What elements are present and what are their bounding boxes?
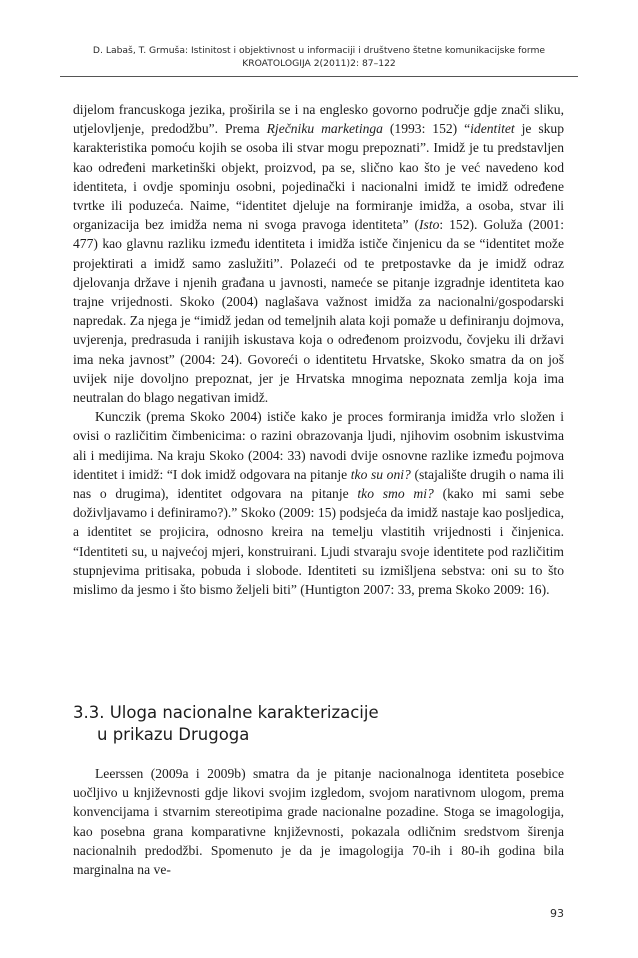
italic-question: tko smo mi? bbox=[357, 486, 434, 502]
text-run: : 152). Goluža (2001: 477) kao glavnu razliku između identiteta i imidža ističe činjenicu da se “identitet može projektirati a imidž samo zaslužiti”. Polazeći od te pretpostavke da je imidž odraz djelovanja države i njenih građana u javnosti, nameće se pitanje izgradnje identiteta kao trajne vrijednosti. Skoko (2004) naglašava važnost imidža za nacionalni/gospodarski napredak. Za njega je “imidž jedan od temeljnih alata koji pomaže u definiranju dojmova, uvjerenja, predrasuda i ranijih iskustava koja o određenom proizvodu, čovjeku ili državi ima neka javnost” (2004: 24). Govoreći o identitetu Hrvatske, Skoko smatra da on još uvijek nije dovoljno prepoznat, jer je Hrvatska mnogima nepoznata zemlja koja ima neutralan do blago negativan imidž. bbox=[73, 217, 564, 406]
paragraph-leerssen: Leerssen (2009a i 2009b) smatra da je pitanje nacionalnoga identiteta posebice uočljivo u književnosti gdje likovi svojim izgledom, svojom narativnom ulogom, prema konvencijama i stvarnim stereotipima grade nacionalne pozadine. Stoga se imagologija, kao posebna grana komparativne književnosti, pokazala odličnim sredstvom širenja nacionalnih predodžbi. Spomenuto je da je imagologija 70-ih i 80-ih godina bila marginalna na ve- bbox=[73, 766, 564, 878]
page-number: 93 bbox=[550, 907, 564, 920]
italic-question: tko su oni? bbox=[350, 466, 411, 482]
text-run: je skup karakteristika pomoću kojih se osoba ili stvar mogu prepoznati”. Imidž je tu predstavljen kao određeni marketinški objekt, proizvod, pa se, slično kao što je već navedeno kod identiteta, i ovdje spominju osobni, pojedinački i nacionalni imidž te imidž određene tvrtke ili poduzeća. Naime, “identitet djeluje na formiranje imidža, a osoba, stvar ili organizacija bez imidža nema ni svoga pravoga identiteta” ( bbox=[73, 121, 565, 233]
italic-ref: Isto bbox=[419, 217, 440, 233]
body-text-lower bbox=[73, 764, 564, 879]
running-head bbox=[60, 44, 578, 70]
paragraph-kunczik bbox=[73, 407, 564, 599]
paragraph-continuation bbox=[73, 100, 564, 407]
section-heading-line2: u prikazu Drugoga bbox=[97, 725, 250, 744]
text-run: (stajalište drugih o nama ili nas o drugima), identitet odgovara na pitanje bbox=[73, 466, 565, 502]
section-heading-line1: 3.3. Uloga nacionalne karakterizacije bbox=[73, 703, 379, 722]
running-head-authors-title: D. Labaš, T. Grmuša: Istinitost i objektivnost u informaciji i društveno štetne komunikacijske forme bbox=[92, 45, 546, 56]
text-run: Kunczik (prema Skoko 2004) ističe kako je proces formiranja imidža vrlo složen i ovisi o različitim čimbenicima: o razini obrazovanja ljudi, njihovim osobnim iskustvima ali i medijima. Na kraju Skoko (2004: 33) navodi dvije osnovne razlike između pojmova identitet i imidž: “I dok imidž odgovara na pitanje bbox=[73, 409, 564, 482]
header-rule bbox=[60, 76, 578, 77]
text-run: (kako mi sami sebe doživljavamo i definiramo?).” Skoko (2009: 15) podsjeća da imidž nastaje kao posljedica, a identitet se projicira, odnosno kreira na temelju vlastitih vrijednosti i činjenica. “Identiteti su, u najvećoj mjeri, konstruirani. Ljudi stvaraju svoje identitete pod različitim stupnjevima pritisaka, pobuda i slobode. Identiteti su izmišljena sebstva: oni su to što mislimo da jesmo i što bismo željeli biti” (Huntigton 2007: 33, prema Skoko 2009: 16). bbox=[73, 486, 564, 598]
running-head-journal: KROATOLOGIJA 2(2011)2: 87–122 bbox=[242, 58, 396, 69]
italic-term: identitet bbox=[470, 121, 515, 137]
section-heading bbox=[73, 702, 564, 746]
body-text-upper bbox=[73, 100, 564, 599]
text-run: (1993: 152) “ bbox=[382, 121, 471, 137]
italic-title: Rječniku marketinga bbox=[266, 121, 383, 137]
text-run: dijelom francuskoga jezika, proširila se i na englesko govorno područje gdje znači sliku, utjelovljenje, predodžbu”. Prema bbox=[73, 102, 564, 137]
